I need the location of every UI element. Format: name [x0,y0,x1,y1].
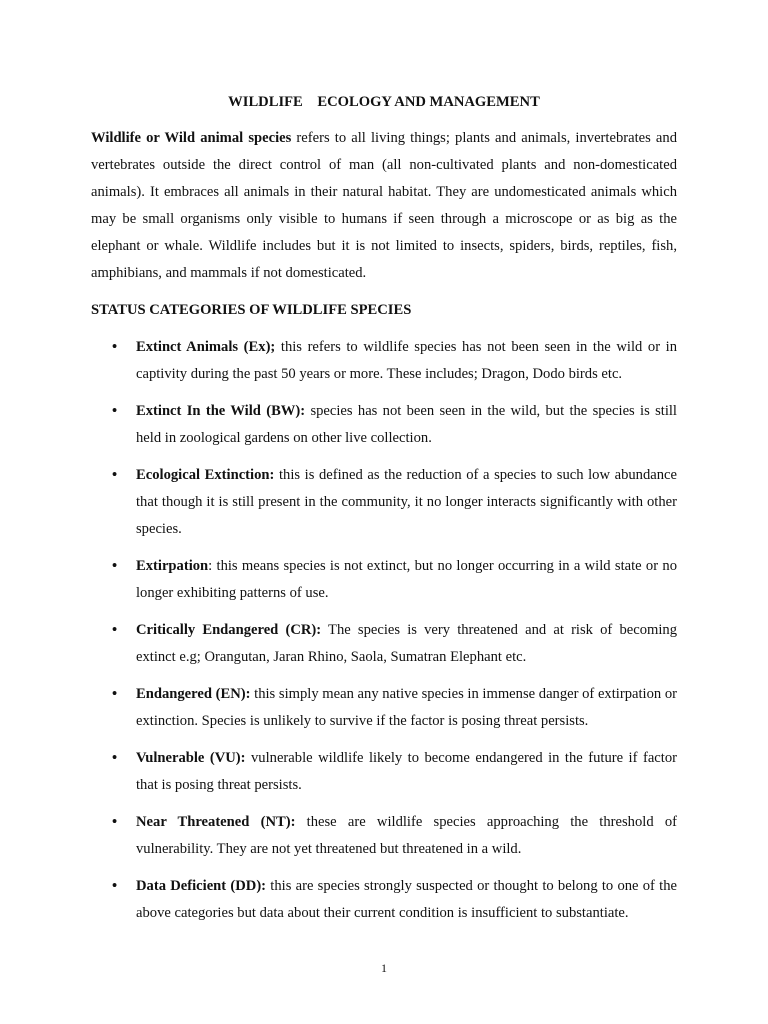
item-term: Endangered (EN): [136,686,251,702]
list-item-extirpation [0,553,768,607]
item-term: Extinct Animals (Ex); [136,339,276,355]
item-text: this refers to wildlife species has not been seen in the wild or in captivity during the past 50 years or more. These includes; Dragon, Dodo birds etc. [136,339,677,382]
bullet-icon: • [112,339,118,355]
list-item-vulnerable [0,745,768,799]
item-text: species has not been seen in the wild, but the species is still held in zoological gardens on other live collection. [136,403,677,446]
bullet-icon: • [112,750,118,766]
page-number: 1 [381,961,387,975]
list-item-extinct-animals [0,334,768,388]
item-term: Vulnerable (VU): [136,750,246,766]
list-item-data-deficient [0,873,768,927]
item-term: Extirpation [136,558,209,574]
bullet-icon: • [112,467,118,483]
status-categories-list [0,334,768,937]
document-title: WILDLIFE ECOLOGY AND MANAGEMENT [228,94,540,110]
bullet-icon: • [112,558,118,574]
list-item-near-threatened [0,809,768,863]
bullet-icon: • [112,622,118,638]
intro-text: refers to all living things; plants and animals, invertebrates and vertebrates outside the direct control of man (all non-cultivated plants and non-domesticated animals). It embraces all animals in their natural habitat. They are undomesticated animals which may be small organisms only visible to humans if seen through a microscope or as big as the elephant or whale. Wildlife includes but it is not limited to insects, spiders, birds, reptiles, fish, amphibians, and mammals if not domesticated. [91,130,677,281]
item-text: these are wildlife species approaching the threshold of vulnerability. They are not yet threatened but threatened in a wild. [136,814,677,857]
item-term: Critically Endangered (CR): [136,622,322,638]
section-heading: STATUS CATEGORIES OF WILDLIFE SPECIES [91,302,412,318]
intro-paragraph [91,125,677,287]
item-text: this simply mean any native species in immense danger of extirpation or extinction. Species is unlikely to survive if the factor is posing threat persists. [136,686,677,729]
list-item-extinct-in-the-wild [0,398,768,452]
list-item-critically-endangered [0,617,768,671]
list-item-ecological-extinction [0,462,768,543]
bullet-icon: • [112,814,118,830]
item-text: vulnerable wildlife likely to become endangered in the future if factor that is posing threat persists. [136,750,677,793]
item-text: The species is very threatened and at risk of becoming extinct e.g; Orangutan, Jaran Rhino, Saola, Sumatran Elephant etc. [136,622,677,665]
item-term: Data Deficient (DD): [136,878,267,894]
intro-term: Wildlife or Wild animal species [91,130,292,146]
bullet-icon: • [112,403,118,419]
bullet-icon: • [112,686,118,702]
item-term: Ecological Extinction: [136,467,275,483]
item-term: Extinct In the Wild (BW): [136,403,306,419]
item-text: this is defined as the reduction of a species to such low abundance that though it is still present in the community, it no longer interacts significantly with other species. [136,467,677,537]
bullet-icon: • [112,878,118,894]
item-term: Near Threatened (NT): [136,814,296,830]
item-text: this are species strongly suspected or thought to belong to one of the above categories but data about their current condition is insufficient to substantiate. [136,878,677,921]
list-item-endangered [0,681,768,735]
item-text: : this means species is not extinct, but no longer occurring in a wild state or no longer exhibiting patterns of use. [136,558,677,601]
